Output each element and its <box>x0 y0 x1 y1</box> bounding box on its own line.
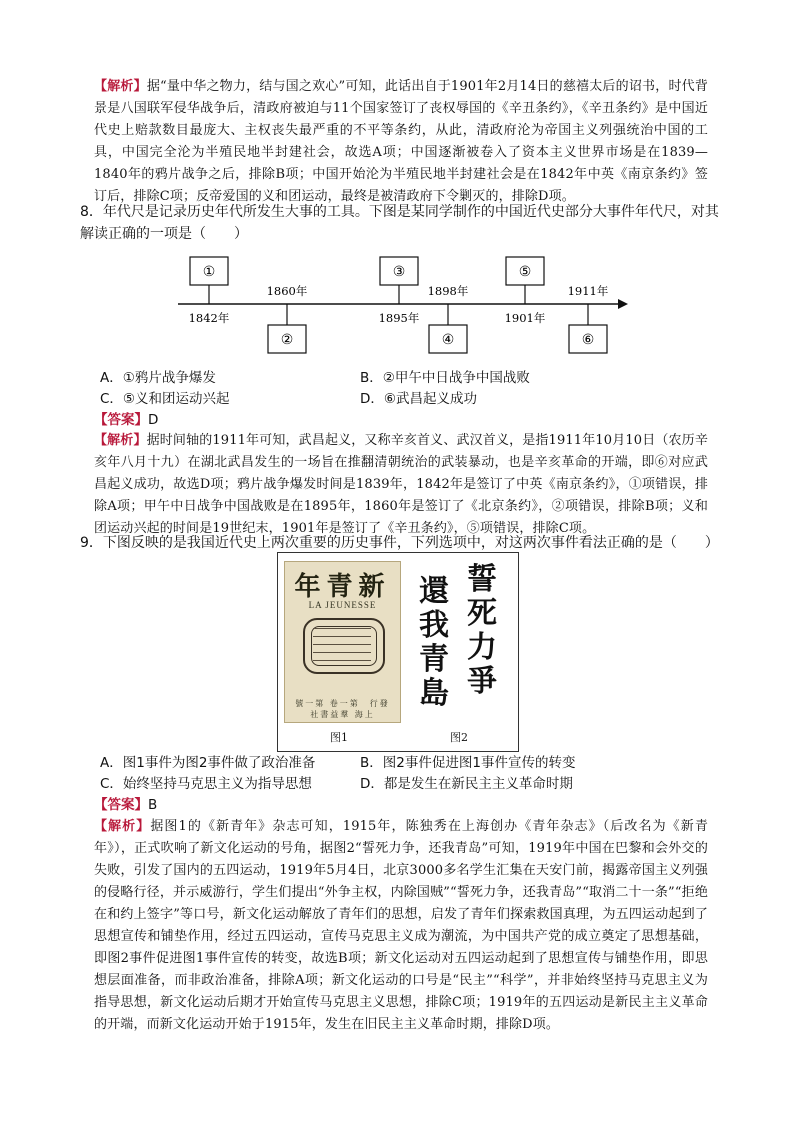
timeline-top-box-1 <box>190 257 228 304</box>
analysis-tag: 【解析】 <box>94 819 151 834</box>
magazine-subtitle: LA JEUNESSE <box>308 600 377 610</box>
slogan-column-right <box>458 563 506 699</box>
figure-2-caption: 图2 <box>450 731 468 744</box>
q9-analysis-paragraph <box>94 816 708 1036</box>
q9-option-c: C．始终坚持马克思主义为指导思想 <box>100 776 312 792</box>
analysis-tag: 【解析】 <box>94 433 147 448</box>
answer-tag: 【答案】 <box>94 797 148 813</box>
analysis-tag: 【解析】 <box>94 79 147 94</box>
prev-analysis-paragraph <box>94 76 708 208</box>
q9-figure-box <box>277 552 519 752</box>
slogan-column-left <box>410 575 458 711</box>
slogan-image <box>406 561 510 721</box>
slogan-char: 還 <box>419 574 449 609</box>
new-youth-magazine-cover-image <box>284 561 401 723</box>
year-label: 1895年 <box>378 311 420 325</box>
question-8-stem <box>80 201 720 245</box>
svg-text:②: ② <box>280 332 294 348</box>
year-label: 1842年 <box>188 311 230 325</box>
slogan-char: 爭 <box>467 664 497 699</box>
slogan-char: 誓 <box>467 562 497 597</box>
q8-analysis-paragraph <box>94 430 708 540</box>
slogan-char: 我 <box>419 608 449 643</box>
timeline-bottom-box-1 <box>268 304 306 353</box>
svg-text:⑤: ⑤ <box>518 264 532 280</box>
magazine-title: 年青新 <box>294 572 391 602</box>
timeline-bottom-box-3 <box>569 304 607 353</box>
timeline-top-box-3 <box>506 257 544 304</box>
slogan-char: 力 <box>467 630 497 665</box>
q9-option-d: D．都是发生在新民主主义革命时期 <box>360 776 573 792</box>
timeline-figure <box>170 252 630 358</box>
q8-option-b: B．②甲午中日战争中国战败 <box>360 370 530 386</box>
answer-value: D <box>148 412 159 428</box>
svg-text:③: ③ <box>392 264 406 280</box>
year-label: 1911年 <box>567 284 609 298</box>
magazine-footer: 號一第 卷一第 行發社書益羣 海上 <box>295 699 390 719</box>
question-number: 8． <box>80 204 103 220</box>
year-label: 1898年 <box>427 284 469 298</box>
q8-answer <box>94 410 158 430</box>
slogan-char: 青 <box>419 642 449 677</box>
figure-1-caption: 图1 <box>330 731 348 744</box>
analysis-text: 据时间轴的1911年可知，武昌起义，又称辛亥首义、武汉首义，是指1911年10月10日（农历辛亥年八月十九）在湖北武昌发生的一场旨在推翻清朝统治的武装暴动，也是辛亥革命的开端，即⑥对应武昌起义成功，故选D项；鸦片战争爆发时间是1839年，1842年是签订了中英《南京条约》，①项错误，排除A项；甲午中日战争中国战败是在1895年，1860年是签订了《北京条约》，②项错误，排除B项；义和团运动兴起的时间是19世纪末，1901年是签订了《辛丑条约》，⑤项错误，排除C项。 <box>94 433 708 536</box>
svg-text:①: ① <box>202 264 216 280</box>
analysis-text: 据“量中华之物力，结与国之欢心”可知，此话出自于1901年2月14日的慈禧太后的诏书，时代背景是八国联军侵华战争后，清政府被迫与11个国家签订了丧权辱国的《辛丑条约》，《辛丑条约》是中国近代史上赔款数目最庞大、主权丧失最严重的不平等条约，从此，清政府沦为帝国主义列强统治中国的工具，中国完全沦为半殖民地半封建社会，故选A项；中国逐渐被卷入了资本主义世界市场是在1839—1840年的鸦片战争之后，排除B项；中国开始沦为半殖民地半封建社会是在1842年中英《南京条约》签订后，排除C项；反帝爱国的义和团运动，最终是被清政府下令剿灭的，排除D项。 <box>94 79 708 204</box>
timeline-top-box-2 <box>380 257 418 304</box>
q9-option-b: B．图2事件促进图1事件宣传的转变 <box>360 755 576 771</box>
question-text: 下图反映的是我国近代史上两次重要的历史事件，下列选项中，对这两次事件看法正确的是（ ） <box>102 535 719 551</box>
q8-option-a: A．①鸦片战争爆发 <box>100 370 216 386</box>
svg-text:④: ④ <box>441 332 455 348</box>
question-text: 年代尺是记录历史年代所发生大事的工具。下图是某同学制作的中国近代史部分大事件年代尺，对其解读正确的一项是（ ） <box>80 204 719 242</box>
answer-value: B <box>148 797 158 813</box>
q8-option-d: D．⑥武昌起义成功 <box>360 391 477 407</box>
answer-tag: 【答案】 <box>94 412 148 428</box>
analysis-text: 据图1的《新青年》杂志可知，1915年，陈独秀在上海创办《青年杂志》（后改名为《新青年》），正式吹响了新文化运动的号角，据图2“誓死力争，还我青岛”可知，1919年中国在巴黎和会外交的失败，引发了国内的五四运动，1919年5月4日，北京3000多名学生汇集在天安门前，揭露帝国主义列强的侵略行径，并示威游行，学生们提出“外争主权，内除国贼”“誓死力争，还我青岛”“取消二十一条”“拒绝在和约上签字”等口号，新文化运动解放了青年们的思想，启发了青年们探索救国真理，为五四运动起到了思想宣传和铺垫作用，经过五四运动，宣传马克思主义成为潮流，为中国共产党的成立奠定了思想基础，即图2事件促进图1事件宣传的转变，故选B项；新文化运动对五四运动起到了思想宣传与铺垫作用，即思想层面准备，而非政治准备，排除A项；新文化运动的口号是“民主”“科学”，并非始终坚持马克思主义为指导思想，新文化运动后期才开始宣传马克思主义思想，排除C项；1919年的五四运动是新民主主义革命的开端，而新文化运动开始于1915年，发生在旧民主主义革命时期，排除D项。 <box>94 819 708 1032</box>
svg-text:⑥: ⑥ <box>581 332 595 348</box>
q9-option-a: A．图1事件为图2事件做了政治准备 <box>100 755 316 771</box>
year-label: 1901年 <box>504 311 546 325</box>
q8-option-c: C．⑤义和团运动兴起 <box>100 391 230 407</box>
question-number: 9． <box>80 535 103 551</box>
slogan-char: 死 <box>467 596 497 631</box>
slogan-char: 島 <box>419 676 449 711</box>
cover-ornament-frame <box>303 618 385 674</box>
question-9-stem <box>80 532 720 554</box>
year-label: 1860年 <box>266 284 308 298</box>
timeline-bottom-box-2 <box>429 304 467 353</box>
timeline-arrow <box>618 299 628 309</box>
q9-answer <box>94 795 157 815</box>
